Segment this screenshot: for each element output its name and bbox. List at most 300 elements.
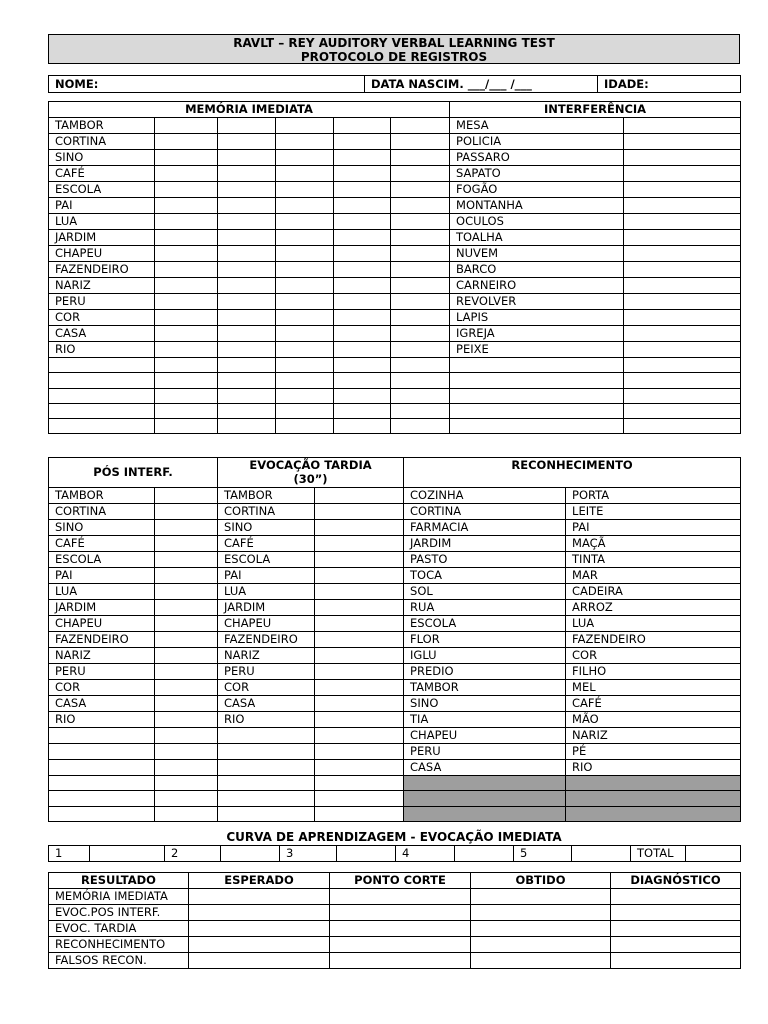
pos-interf-answer-cell[interactable] — [155, 552, 218, 568]
trial-answer-cell[interactable] — [155, 278, 218, 294]
pos-interf-answer-cell[interactable] — [155, 616, 218, 632]
evocacao-answer-cell[interactable] — [315, 648, 404, 664]
word-row — [49, 198, 741, 214]
trial-answer-cell[interactable] — [218, 294, 276, 310]
results-value-cell[interactable] — [611, 905, 741, 921]
trial-answer-cell[interactable] — [276, 230, 334, 246]
trial-answer-cell[interactable] — [334, 118, 391, 134]
trial-answer-cell[interactable] — [218, 134, 276, 150]
word-row — [49, 134, 741, 150]
pos-interf-word: PAI — [49, 568, 155, 584]
trial-answer-cell[interactable] — [155, 373, 218, 388]
evocacao-word: FAZENDEIRO — [218, 632, 315, 648]
trial-answer-cell[interactable] — [391, 403, 450, 418]
evocacao-answer-cell[interactable] — [315, 488, 404, 504]
trial-answer-cell[interactable] — [276, 214, 334, 230]
trial-answer-cell[interactable] — [155, 150, 218, 166]
trial-answer-cell[interactable] — [276, 246, 334, 262]
interferencia-answer-cell[interactable] — [624, 326, 741, 342]
reconhecimento-word: PORTA — [566, 488, 741, 504]
results-value-cell[interactable] — [611, 889, 741, 905]
trial-answer-cell[interactable] — [218, 246, 276, 262]
trial-answer-cell[interactable] — [155, 326, 218, 342]
evocacao-title-line2: (30”) — [293, 472, 328, 486]
trial-answer-cell[interactable] — [391, 342, 450, 358]
interferencia-word: SAPATO — [450, 166, 624, 182]
trial-answer-cell[interactable] — [155, 118, 218, 134]
reconhecimento-word: MEL — [566, 680, 741, 696]
interferencia-answer-cell[interactable] — [624, 182, 741, 198]
memoria-word: CORTINA — [49, 134, 155, 150]
evocacao-answer-cell[interactable] — [315, 760, 404, 776]
trial-answer-cell[interactable] — [218, 118, 276, 134]
reconhecimento-word: RIO — [566, 760, 741, 776]
trial-answer-cell[interactable] — [276, 342, 334, 358]
interferencia-title: INTERFERÊNCIA — [450, 102, 741, 118]
curve-row — [49, 846, 741, 862]
pos-interf-answer-cell[interactable] — [155, 536, 218, 552]
header-row — [49, 873, 741, 889]
trial-answer-cell[interactable] — [391, 150, 450, 166]
trial-answer-cell[interactable] — [155, 166, 218, 182]
pos-interf-title: PÓS INTERF. — [49, 458, 218, 488]
trial-answer-cell[interactable] — [334, 403, 391, 418]
curve-value-cell[interactable] — [572, 846, 631, 862]
results-value-cell[interactable] — [330, 953, 471, 969]
results-value-cell[interactable] — [330, 889, 471, 905]
trial-answer-cell[interactable] — [276, 182, 334, 198]
results-value-cell[interactable] — [611, 921, 741, 937]
results-value-cell[interactable] — [330, 921, 471, 937]
interferencia-word: CARNEIRO — [450, 278, 624, 294]
results-value-cell[interactable] — [189, 953, 330, 969]
trial-answer-cell[interactable] — [218, 342, 276, 358]
trial-answer-cell[interactable] — [218, 166, 276, 182]
name-field[interactable]: NOME: — [49, 76, 365, 93]
reconhecimento-word: JARDIM — [404, 536, 566, 552]
reconhecimento-word: COR — [566, 648, 741, 664]
trial-answer-cell[interactable] — [276, 403, 334, 418]
evocacao-answer-cell[interactable] — [315, 680, 404, 696]
word-row — [49, 744, 741, 760]
trial-answer-cell[interactable] — [334, 310, 391, 326]
interferencia-answer-cell[interactable] — [624, 342, 741, 358]
results-value-cell[interactable] — [611, 937, 741, 953]
reconhecimento-word: FLOR — [404, 632, 566, 648]
pos-interf-answer-cell[interactable] — [155, 584, 218, 600]
pos-interf-word — [49, 776, 155, 791]
word-row — [49, 648, 741, 664]
reconhecimento-word: LEITE — [566, 504, 741, 520]
word-row — [49, 166, 741, 182]
evocacao-answer-cell[interactable] — [315, 536, 404, 552]
pos-interf-answer-cell[interactable] — [155, 632, 218, 648]
interferencia-answer-cell[interactable] — [624, 198, 741, 214]
interferencia-answer-cell[interactable] — [624, 150, 741, 166]
word-row — [49, 791, 741, 806]
trial-answer-cell[interactable] — [334, 358, 391, 373]
trial-answer-cell[interactable] — [276, 310, 334, 326]
trial-answer-cell[interactable] — [276, 373, 334, 388]
memoria-word: CHAPEU — [49, 246, 155, 262]
trial-answer-cell[interactable] — [334, 326, 391, 342]
memoria-word: RIO — [49, 342, 155, 358]
results-value-cell[interactable] — [189, 921, 330, 937]
evocacao-answer-cell[interactable] — [315, 520, 404, 536]
trial-answer-cell[interactable] — [218, 278, 276, 294]
evocacao-answer-cell[interactable] — [315, 728, 404, 744]
trial-answer-cell[interactable] — [391, 246, 450, 262]
interferencia-word: MESA — [450, 118, 624, 134]
memoria-word: LUA — [49, 214, 155, 230]
trial-answer-cell[interactable] — [155, 419, 218, 434]
reconhecimento-word: FARMACIA — [404, 520, 566, 536]
results-row — [49, 921, 741, 937]
trial-answer-cell[interactable] — [155, 358, 218, 373]
pos-interf-answer-cell[interactable] — [155, 600, 218, 616]
results-value-cell[interactable] — [611, 953, 741, 969]
results-header: OBTIDO — [471, 873, 611, 889]
pos-interf-answer-cell[interactable] — [155, 488, 218, 504]
evocacao-word: COR — [218, 680, 315, 696]
trial-answer-cell[interactable] — [334, 388, 391, 403]
trial-answer-cell[interactable] — [155, 342, 218, 358]
curve-value-cell[interactable] — [455, 846, 514, 862]
evocacao-answer-cell[interactable] — [315, 744, 404, 760]
word-row — [49, 294, 741, 310]
interferencia-word: IGREJA — [450, 326, 624, 342]
interferencia-word: REVOLVER — [450, 294, 624, 310]
trial-answer-cell[interactable] — [218, 388, 276, 403]
results-value-cell[interactable] — [471, 905, 611, 921]
reconhecimento-word: SOL — [404, 584, 566, 600]
evocacao-answer-cell[interactable] — [315, 806, 404, 821]
pos-interf-answer-cell[interactable] — [155, 728, 218, 744]
trial-answer-cell[interactable] — [391, 134, 450, 150]
trial-answer-cell[interactable] — [218, 214, 276, 230]
pos-interf-answer-cell[interactable] — [155, 696, 218, 712]
reconhecimento-word: TINTA — [566, 552, 741, 568]
results-value-cell[interactable] — [189, 889, 330, 905]
word-row — [49, 776, 741, 791]
evocacao-word — [218, 806, 315, 821]
pos-interf-answer-cell[interactable] — [155, 504, 218, 520]
trial-answer-cell[interactable] — [276, 166, 334, 182]
curve-value-cell[interactable] — [686, 846, 741, 862]
pos-interf-answer-cell[interactable] — [155, 664, 218, 680]
pos-interf-answer-cell[interactable] — [155, 744, 218, 760]
results-header: PONTO CORTE — [330, 873, 471, 889]
trial-answer-cell[interactable] — [218, 150, 276, 166]
trial-answer-cell[interactable] — [391, 373, 450, 388]
pos-interf-word: TAMBOR — [49, 488, 155, 504]
trial-answer-cell[interactable] — [155, 134, 218, 150]
trial-answer-cell[interactable] — [276, 326, 334, 342]
trial-answer-cell[interactable] — [276, 294, 334, 310]
reconhecimento-word: CHAPEU — [404, 728, 566, 744]
trial-answer-cell[interactable] — [391, 230, 450, 246]
reconhecimento-word: IGLU — [404, 648, 566, 664]
results-label: EVOC. TARDIA — [49, 921, 189, 937]
evocacao-answer-cell[interactable] — [315, 568, 404, 584]
trial-answer-cell[interactable] — [391, 262, 450, 278]
evocacao-word — [218, 744, 315, 760]
word-row — [49, 728, 741, 744]
evocacao-word: TAMBOR — [218, 488, 315, 504]
recall-recognition-table — [48, 457, 741, 822]
reconhecimento-word: CAFÉ — [566, 696, 741, 712]
word-row — [49, 230, 741, 246]
evocacao-answer-cell[interactable] — [315, 600, 404, 616]
reconhecimento-word: ESCOLA — [404, 616, 566, 632]
trial-answer-cell[interactable] — [218, 182, 276, 198]
interferencia-word: PASSARO — [450, 150, 624, 166]
word-row — [49, 712, 741, 728]
word-row — [49, 584, 741, 600]
pos-interf-answer-cell[interactable] — [155, 648, 218, 664]
trial-answer-cell[interactable] — [276, 134, 334, 150]
evocacao-word: ESCOLA — [218, 552, 315, 568]
trial-answer-cell[interactable] — [155, 294, 218, 310]
pos-interf-word: CASA — [49, 696, 155, 712]
results-value-cell[interactable] — [189, 937, 330, 953]
trial-answer-cell[interactable] — [218, 403, 276, 418]
pos-interf-answer-cell[interactable] — [155, 806, 218, 821]
trial-answer-cell[interactable] — [391, 310, 450, 326]
interferencia-answer-cell[interactable] — [624, 278, 741, 294]
reconhecimento-word: CASA — [404, 760, 566, 776]
interferencia-answer-cell[interactable] — [624, 134, 741, 150]
interferencia-answer-cell[interactable] — [624, 294, 741, 310]
evocacao-answer-cell[interactable] — [315, 776, 404, 791]
results-label: EVOC.POS INTERF. — [49, 905, 189, 921]
trial-answer-cell[interactable] — [334, 134, 391, 150]
trial-answer-cell[interactable] — [218, 198, 276, 214]
curve-label: 5 — [514, 846, 572, 862]
results-row — [49, 905, 741, 921]
memoria-word: PAI — [49, 198, 155, 214]
pos-interf-word: FAZENDEIRO — [49, 632, 155, 648]
evocacao-answer-cell[interactable] — [315, 584, 404, 600]
evocacao-answer-cell[interactable] — [315, 632, 404, 648]
trial-answer-cell[interactable] — [155, 198, 218, 214]
pos-interf-word: PERU — [49, 664, 155, 680]
pos-interf-answer-cell[interactable] — [155, 568, 218, 584]
reconhecimento-title: RECONHECIMENTO — [404, 458, 741, 488]
pos-interf-answer-cell[interactable] — [155, 712, 218, 728]
memoria-word: CAFÉ — [49, 166, 155, 182]
evocacao-word: PERU — [218, 664, 315, 680]
curve-label: 4 — [396, 846, 455, 862]
memoria-word: PERU — [49, 294, 155, 310]
results-row — [49, 937, 741, 953]
trial-answer-cell[interactable] — [276, 419, 334, 434]
interferencia-answer-cell[interactable] — [624, 166, 741, 182]
reconhecimento-word: MAÇÃ — [566, 536, 741, 552]
word-row — [49, 568, 741, 584]
trial-answer-cell[interactable] — [276, 278, 334, 294]
word-row — [49, 342, 741, 358]
trial-answer-cell[interactable] — [218, 230, 276, 246]
trial-answer-cell[interactable] — [391, 388, 450, 403]
evocacao-word: PAI — [218, 568, 315, 584]
trial-answer-cell[interactable] — [334, 150, 391, 166]
trial-answer-cell[interactable] — [155, 403, 218, 418]
trial-answer-cell[interactable] — [155, 246, 218, 262]
evocacao-answer-cell[interactable] — [315, 664, 404, 680]
trial-answer-cell[interactable] — [155, 310, 218, 326]
word-row — [49, 552, 741, 568]
word-row — [49, 214, 741, 230]
results-value-cell[interactable] — [471, 921, 611, 937]
memoria-word — [49, 373, 155, 388]
trial-answer-cell[interactable] — [276, 262, 334, 278]
trial-answer-cell[interactable] — [391, 294, 450, 310]
trial-answer-cell[interactable] — [391, 166, 450, 182]
trial-answer-cell[interactable] — [334, 294, 391, 310]
interferencia-word — [450, 388, 624, 403]
immediate-memory-table — [48, 101, 741, 434]
shaded-cell — [404, 806, 566, 821]
trial-answer-cell[interactable] — [391, 214, 450, 230]
memoria-word — [49, 419, 155, 434]
word-row — [49, 664, 741, 680]
results-row — [49, 953, 741, 969]
evocacao-answer-cell[interactable] — [315, 504, 404, 520]
interferencia-answer-cell[interactable] — [624, 246, 741, 262]
age-field[interactable]: IDADE: — [598, 76, 741, 93]
results-value-cell[interactable] — [330, 937, 471, 953]
results-value-cell[interactable] — [471, 937, 611, 953]
memoria-word — [49, 403, 155, 418]
trial-answer-cell[interactable] — [334, 342, 391, 358]
trial-answer-cell[interactable] — [334, 373, 391, 388]
trial-answer-cell[interactable] — [391, 118, 450, 134]
form-subtitle: PROTOCOLO DE REGISTROS — [300, 50, 488, 64]
trial-answer-cell[interactable] — [218, 310, 276, 326]
trial-answer-cell[interactable] — [155, 388, 218, 403]
results-value-cell[interactable] — [189, 905, 330, 921]
reconhecimento-word: FAZENDEIRO — [566, 632, 741, 648]
birthdate-field[interactable]: DATA NASCIM. ___/___ /___ — [365, 76, 598, 93]
trial-answer-cell[interactable] — [334, 182, 391, 198]
interferencia-word: BARCO — [450, 262, 624, 278]
trial-answer-cell[interactable] — [155, 182, 218, 198]
interferencia-word — [450, 358, 624, 373]
evocacao-tardia-title — [218, 458, 404, 488]
trial-answer-cell[interactable] — [391, 358, 450, 373]
curve-value-cell[interactable] — [337, 846, 396, 862]
curve-value-cell[interactable] — [90, 846, 165, 862]
results-value-cell[interactable] — [471, 953, 611, 969]
trial-answer-cell[interactable] — [391, 278, 450, 294]
word-row — [49, 419, 741, 434]
trial-answer-cell[interactable] — [334, 278, 391, 294]
trial-answer-cell[interactable] — [334, 230, 391, 246]
evocacao-answer-cell[interactable] — [315, 712, 404, 728]
memoria-word: TAMBOR — [49, 118, 155, 134]
results-value-cell[interactable] — [330, 905, 471, 921]
trial-answer-cell[interactable] — [276, 198, 334, 214]
trial-answer-cell[interactable] — [218, 358, 276, 373]
results-value-cell[interactable] — [471, 889, 611, 905]
interferencia-answer-cell[interactable] — [624, 262, 741, 278]
pos-interf-answer-cell[interactable] — [155, 776, 218, 791]
trial-answer-cell[interactable] — [391, 326, 450, 342]
trial-answer-cell[interactable] — [391, 198, 450, 214]
word-row — [49, 632, 741, 648]
pos-interf-word: CORTINA — [49, 504, 155, 520]
evocacao-answer-cell[interactable] — [315, 616, 404, 632]
trial-answer-cell[interactable] — [391, 182, 450, 198]
interferencia-answer-cell[interactable] — [624, 388, 741, 403]
trial-answer-cell[interactable] — [334, 198, 391, 214]
trial-answer-cell[interactable] — [334, 166, 391, 182]
pos-interf-answer-cell[interactable] — [155, 680, 218, 696]
trial-answer-cell[interactable] — [334, 214, 391, 230]
trial-answer-cell[interactable] — [334, 419, 391, 434]
interferencia-word: PEIXE — [450, 342, 624, 358]
pos-interf-answer-cell[interactable] — [155, 520, 218, 536]
memoria-word: CASA — [49, 326, 155, 342]
results-header: DIAGNÓSTICO — [611, 873, 741, 889]
trial-answer-cell[interactable] — [334, 262, 391, 278]
interferencia-answer-cell[interactable] — [624, 310, 741, 326]
evocacao-answer-cell[interactable] — [315, 791, 404, 806]
word-row — [49, 696, 741, 712]
trial-answer-cell[interactable] — [155, 230, 218, 246]
interferencia-answer-cell[interactable] — [624, 373, 741, 388]
pos-interf-word: NARIZ — [49, 648, 155, 664]
results-header: RESULTADO — [49, 873, 189, 889]
trial-answer-cell[interactable] — [334, 246, 391, 262]
results-row — [49, 889, 741, 905]
memoria-word: ESCOLA — [49, 182, 155, 198]
reconhecimento-word: LUA — [566, 616, 741, 632]
trial-answer-cell[interactable] — [218, 373, 276, 388]
form-title: RAVLT – REY AUDITORY VERBAL LEARNING TEST — [233, 36, 555, 50]
header-row — [49, 458, 741, 488]
trial-answer-cell[interactable] — [155, 214, 218, 230]
interferencia-answer-cell[interactable] — [624, 118, 741, 134]
interferencia-answer-cell[interactable] — [624, 419, 741, 434]
interferencia-answer-cell[interactable] — [624, 230, 741, 246]
reconhecimento-word: FILHO — [566, 664, 741, 680]
evocacao-answer-cell[interactable] — [315, 696, 404, 712]
memoria-imediata-title: MEMÓRIA IMEDIATA — [49, 102, 450, 118]
trial-answer-cell[interactable] — [276, 118, 334, 134]
trial-answer-cell[interactable] — [218, 326, 276, 342]
word-row — [49, 403, 741, 418]
interferencia-answer-cell[interactable] — [624, 358, 741, 373]
evocacao-word: SINO — [218, 520, 315, 536]
trial-answer-cell[interactable] — [218, 419, 276, 434]
trial-answer-cell[interactable] — [155, 262, 218, 278]
trial-answer-cell[interactable] — [391, 419, 450, 434]
trial-answer-cell[interactable] — [276, 150, 334, 166]
interferencia-answer-cell[interactable] — [624, 214, 741, 230]
trial-answer-cell[interactable] — [276, 388, 334, 403]
trial-answer-cell[interactable] — [276, 358, 334, 373]
word-row — [49, 262, 741, 278]
results-label: RECONHECIMENTO — [49, 937, 189, 953]
interferencia-answer-cell[interactable] — [624, 403, 741, 418]
evocacao-answer-cell[interactable] — [315, 552, 404, 568]
pos-interf-answer-cell[interactable] — [155, 760, 218, 776]
trial-answer-cell[interactable] — [218, 262, 276, 278]
curve-value-cell[interactable] — [221, 846, 280, 862]
pos-interf-answer-cell[interactable] — [155, 791, 218, 806]
